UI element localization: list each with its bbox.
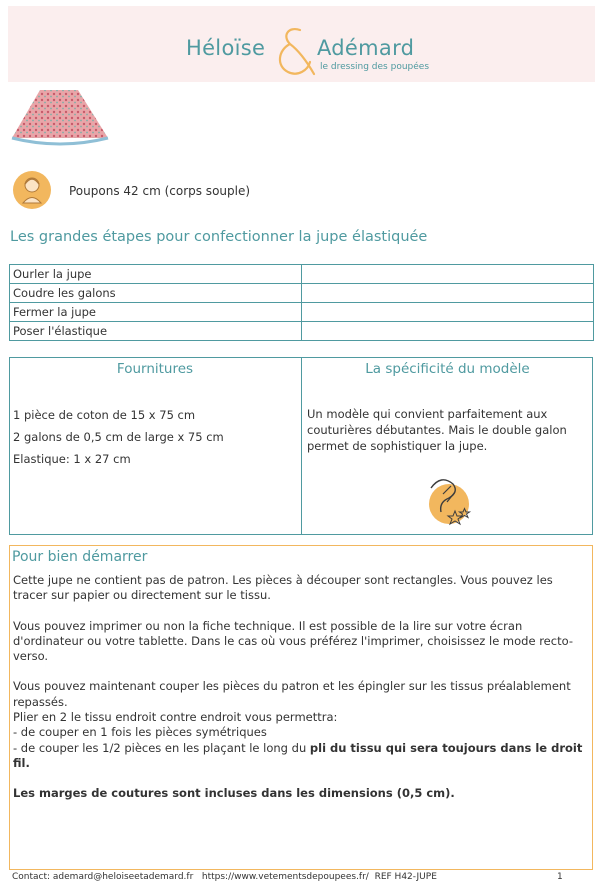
text-line: Vous pouvez maintenant couper les pièces du patron et les épingler sur les tissus préalablement repassés. [13, 679, 571, 709]
doll-icon [12, 170, 52, 210]
website-link[interactable]: https://www.vetementsdepoupees.fr/ [201, 872, 369, 882]
step-note [302, 265, 594, 284]
specificity-title: La spécificité du modèle [365, 361, 530, 377]
step-note [302, 284, 594, 303]
text-line: - de couper les 1/2 pièces en les plaçant le long du [13, 740, 310, 755]
list-item: 1 pièce de coton de 15 x 75 cm [13, 408, 196, 422]
text-line: - de couper en 1 fois les pièces symétriques [13, 725, 267, 740]
table-row [10, 265, 594, 284]
getting-started-title: Pour bien démarrer [12, 549, 148, 565]
text-line: Plier en 2 le tissu endroit contre endroit vous permettra: [13, 710, 338, 725]
step-label: Coudre les galons [10, 284, 302, 303]
beginner-badge-icon [423, 472, 473, 528]
ampersand-logo-icon [270, 22, 320, 80]
doll-size-label: Poupons 42 cm (corps souple) [69, 184, 251, 198]
list-item: 2 galons de 0,5 cm de large x 75 cm [13, 430, 224, 444]
paragraph: Vous pouvez imprimer ou non la fiche technique. Il est possible de la lire sur votre écran d'ordinateur ou votre tablette. Dans le cas où vous préférez l'imprimer, choisissez le mode recto-verso. [13, 618, 573, 664]
table-row [10, 322, 594, 341]
list-item: Elastique: 1 x 27 cm [13, 452, 131, 466]
specificity-text: Un modèle qui convient parfaitement aux couturières débutantes. Mais le double galon permet de sophistiquer la jupe. [307, 407, 567, 453]
steps-table [9, 264, 594, 341]
reference-code: REF H42-JUPE [374, 872, 437, 882]
paragraph: Cette jupe ne contient pas de patron. Les pièces à découper sont rectangles. Vous pouvez les tracer sur papier ou directement sur le tissu. [13, 573, 553, 603]
supplies-list [13, 404, 224, 470]
supplies-divider [301, 357, 302, 535]
contact-email: Contact: ademard@heloiseetademard.fr [12, 872, 194, 882]
step-note [302, 322, 594, 341]
header-banner [8, 6, 595, 82]
brand-left: Héloïse [186, 36, 266, 60]
steps-title: Les grandes étapes pour confectionner la jupe élastiquée [10, 229, 428, 245]
brand-tagline: le dressing des poupées [320, 62, 430, 72]
footer [12, 872, 563, 882]
emphasis-text: pli du tissu qui sera toujours dans le droit fil. [13, 740, 583, 770]
brand-right: Adémard [317, 36, 415, 60]
step-label: Fermer la jupe [10, 303, 302, 322]
margins-note: Les marges de coutures sont incluses dans les dimensions (0,5 cm). [13, 786, 455, 801]
paragraph [13, 679, 589, 771]
supplies-title: Fournitures [116, 361, 194, 377]
skirt-image [10, 86, 110, 150]
table-row [10, 284, 594, 303]
step-note [302, 303, 594, 322]
step-label: Ourler la jupe [10, 265, 302, 284]
getting-started-body [13, 573, 589, 817]
page-number: 1 [557, 872, 563, 882]
step-label: Poser l'élastique [10, 322, 302, 341]
table-row [10, 303, 594, 322]
